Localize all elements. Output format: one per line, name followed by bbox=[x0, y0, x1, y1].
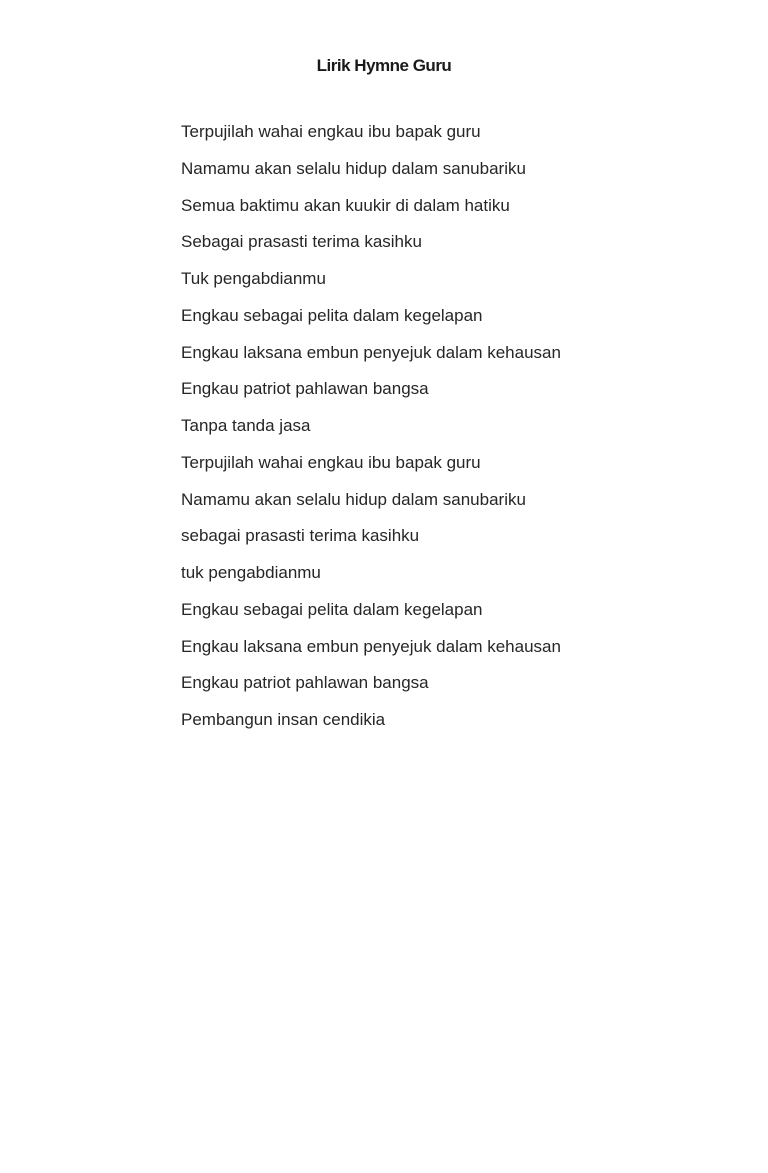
lyric-line: Engkau laksana embun penyejuk dalam kehausan bbox=[181, 342, 561, 362]
lyric-line: Engkau sebagai pelita dalam kegelapan bbox=[181, 305, 483, 325]
lyric-line: Sebagai prasasti terima kasihku bbox=[181, 232, 422, 252]
lyric-line: Engkau patriot pahlawan bangsa bbox=[181, 673, 429, 693]
lyric-line: Terpujilah wahai engkau ibu bapak guru bbox=[181, 122, 481, 141]
lyric-line: Namamu akan selalu hidup dalam sanubariku bbox=[181, 158, 526, 178]
lyrics-list bbox=[181, 120, 561, 745]
lyric-line: Namamu akan selalu hidup dalam sanubariku bbox=[181, 489, 526, 509]
lyric-line: sebagai prasasti terima kasihku bbox=[181, 526, 420, 546]
lyric-line: Terpujilah wahai engkau ibu bapak guru bbox=[181, 452, 481, 472]
lyric-line: Tuk pengabdianmu bbox=[181, 269, 326, 288]
lyric-line: Semua baktimu akan kuukir di dalam hatiku bbox=[181, 195, 510, 215]
lyric-line: Engkau laksana embun penyejuk dalam kehausan bbox=[181, 636, 561, 656]
lyric-line: tuk pengabdianmu bbox=[181, 563, 321, 582]
document-title: Lirik Hymne Guru bbox=[316, 56, 452, 75]
lyric-line: Tanpa tanda jasa bbox=[181, 416, 311, 435]
lyric-line: Engkau sebagai pelita dalam kegelapan bbox=[181, 599, 483, 619]
lyric-line: Engkau patriot pahlawan bangsa bbox=[181, 379, 429, 399]
lyric-line: Pembangun insan cendikia bbox=[181, 710, 386, 729]
